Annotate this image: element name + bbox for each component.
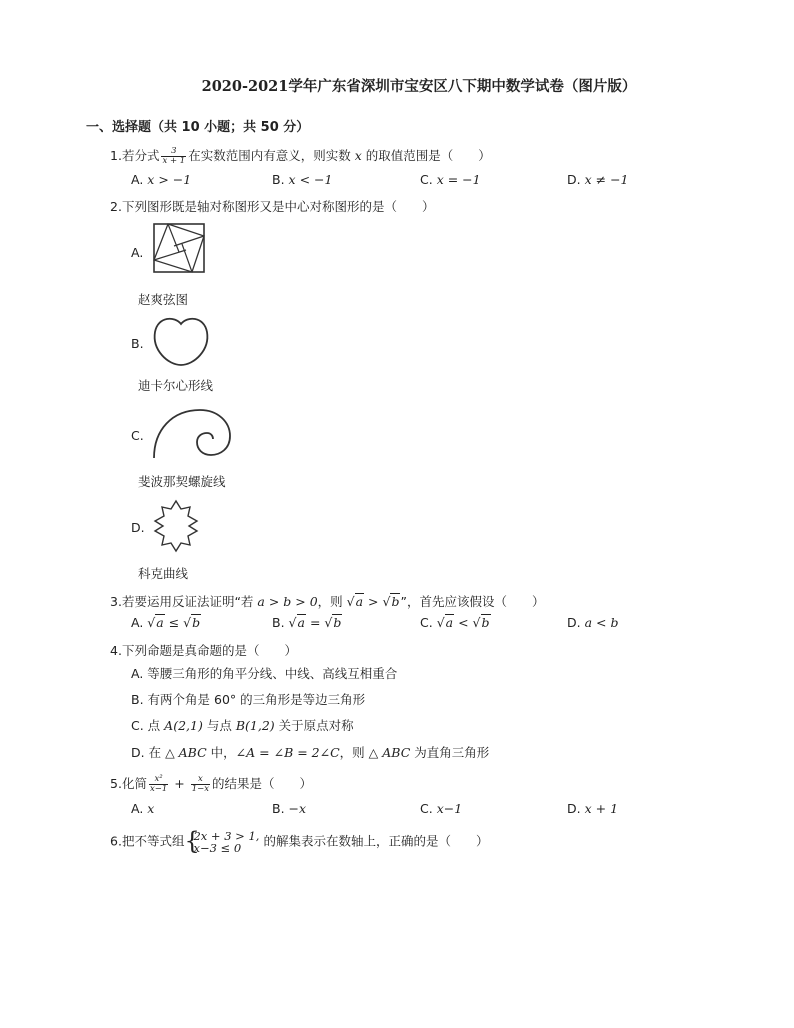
option-math: a < b <box>584 615 619 630</box>
fraction-denominator: x−1 <box>149 784 168 794</box>
question-text: 下列图形既是轴对称图形又是中心对称图形的是（ ） <box>121 199 435 214</box>
option-c-letter[interactable]: C. <box>131 428 144 443</box>
option-c[interactable] <box>420 801 462 816</box>
option-d[interactable] <box>567 615 618 630</box>
question-4 <box>110 641 297 659</box>
question-2 <box>110 197 434 215</box>
option-letter: A. <box>131 172 144 187</box>
option-letter: D. <box>567 801 581 816</box>
option-d[interactable] <box>567 172 629 187</box>
triangle-math: △ ABC <box>165 745 207 760</box>
option-a-letter[interactable]: A. <box>131 245 144 260</box>
comparison-symbol: = <box>305 615 325 630</box>
option-letter: B. <box>272 172 285 187</box>
option-b[interactable] <box>272 801 306 816</box>
inequality-line-2: x−3 ≤ 0 <box>193 841 242 855</box>
option-letter: D. <box>567 615 581 630</box>
sqrt-a: √a <box>346 594 364 609</box>
fibonacci-spiral-figure[interactable] <box>150 404 236 460</box>
point-b: B(1,2) <box>235 718 275 733</box>
fraction-denominator: x + 1 <box>162 156 186 166</box>
angle-condition: ∠A = ∠B = 2∠C <box>235 745 340 760</box>
option-d-letter[interactable]: D. <box>131 520 145 535</box>
option-a-caption: 赵爽弦图 <box>138 292 189 307</box>
left-brace: { <box>184 827 200 855</box>
fraction <box>191 775 210 794</box>
option-math: x ≠ −1 <box>584 172 629 187</box>
fraction-numerator: x <box>191 775 210 785</box>
question-text: 的结果是（ ） <box>212 776 313 791</box>
question-6 <box>110 827 489 855</box>
question-3 <box>110 592 544 610</box>
point-a: A(2,1) <box>164 718 203 733</box>
option-b[interactable] <box>272 172 332 187</box>
plus-sign: + <box>170 776 189 791</box>
option-b[interactable]: B. 有两个角是 60° 的三角形是等边三角形 <box>131 692 366 707</box>
option-text: 与点 <box>206 718 232 733</box>
question-5 <box>110 774 312 794</box>
option-math: x = −1 <box>436 172 481 187</box>
question-text: 的取值范围是（ ） <box>365 148 491 163</box>
sqrt-b: √b <box>472 615 490 630</box>
option-letter: D. <box>567 172 581 187</box>
option-text: 关于原点对称 <box>278 718 354 733</box>
option-text: C. 点 <box>131 718 161 733</box>
option-text: ，则 <box>339 745 365 760</box>
page-title: 2020-2021学年广东省深圳市宝安区八下期中数学试卷（图片版） <box>201 78 637 95</box>
fraction <box>149 775 168 794</box>
option-math: x < −1 <box>288 172 333 187</box>
option-math: x > −1 <box>147 172 192 187</box>
question-text: 若要运用反证法证明“若 <box>121 594 254 609</box>
comparison-symbol: > <box>364 594 383 609</box>
option-math: x + 1 <box>584 801 619 816</box>
option-a[interactable]: A. 等腰三角形的角平分线、中线、高线互相重合 <box>131 666 398 681</box>
option-d[interactable] <box>131 743 489 761</box>
question-number: 6. <box>110 833 122 849</box>
comparison-symbol: ≤ <box>164 615 184 630</box>
question-number: 2. <box>110 199 122 214</box>
option-letter: B. <box>272 615 285 630</box>
option-d[interactable] <box>567 801 618 816</box>
question-text: 若分式 <box>121 148 160 163</box>
option-letter: A. <box>131 615 144 630</box>
cardioid-figure[interactable] <box>150 314 212 368</box>
option-a[interactable] <box>131 172 191 187</box>
sqrt-b: √b <box>183 615 201 630</box>
koch-snowflake-figure[interactable] <box>148 498 204 554</box>
fraction-numerator: 3 <box>161 147 186 157</box>
option-b[interactable] <box>272 615 342 630</box>
question-number: 4. <box>110 643 122 658</box>
inequality-line-1: 2x + 3 > 1, <box>193 829 260 843</box>
sqrt-b: √b <box>382 594 400 609</box>
section-heading: 一、选择题（共 10 小题；共 50 分） <box>86 120 310 135</box>
option-c[interactable] <box>131 716 354 734</box>
question-number: 1. <box>110 148 122 163</box>
question-text: 化简 <box>121 776 147 791</box>
sqrt-b: √b <box>324 615 342 630</box>
question-text: ，则 <box>317 594 343 609</box>
comparison-symbol: < <box>454 615 473 630</box>
sqrt-a: √a <box>288 615 305 630</box>
option-letter: C. <box>420 172 433 187</box>
math-var: x <box>354 148 362 163</box>
fraction <box>161 147 186 166</box>
option-c[interactable] <box>420 172 481 187</box>
option-text: 为直角三角形 <box>414 745 490 760</box>
option-letter: A. <box>131 801 144 816</box>
sqrt-a: √a <box>147 615 164 630</box>
question-number: 3. <box>110 594 122 609</box>
question-1 <box>110 146 491 166</box>
condition-math: a > b > 0 <box>257 594 318 609</box>
option-a[interactable] <box>131 801 154 816</box>
zhao-shuang-diagram-figure[interactable] <box>152 222 208 274</box>
option-a[interactable] <box>131 615 201 630</box>
option-math: x−1 <box>436 801 463 816</box>
option-b-caption: 迪卡尔心形线 <box>138 378 214 393</box>
option-c[interactable] <box>420 615 491 630</box>
option-letter: B. <box>272 801 285 816</box>
question-text: ”，首先应该假设（ ） <box>400 594 545 609</box>
question-text: 的解集表示在数轴上，正确的是（ ） <box>263 833 489 849</box>
inequality-system <box>184 827 260 855</box>
option-letter: C. <box>420 615 433 630</box>
option-math: −x <box>288 801 307 816</box>
fraction-numerator: x² <box>149 775 168 785</box>
question-text: 下列命题是真命题的是（ ） <box>121 643 297 658</box>
question-number: 5. <box>110 776 122 791</box>
option-b-letter[interactable]: B. <box>131 336 144 351</box>
option-letter: C. <box>420 801 433 816</box>
option-d-caption: 科克曲线 <box>138 566 189 581</box>
triangle-math: △ ABC <box>368 745 411 760</box>
question-text: 把不等式组 <box>121 833 185 849</box>
sqrt-a: √a <box>436 615 454 630</box>
option-text: 中， <box>210 745 236 760</box>
option-c-caption: 斐波那契螺旋线 <box>138 474 226 489</box>
option-math: x <box>147 801 155 816</box>
option-text: D. 在 <box>131 745 162 760</box>
question-text: 在实数范围内有意义，则实数 <box>188 148 351 163</box>
fraction-denominator: 1−x <box>191 784 210 794</box>
